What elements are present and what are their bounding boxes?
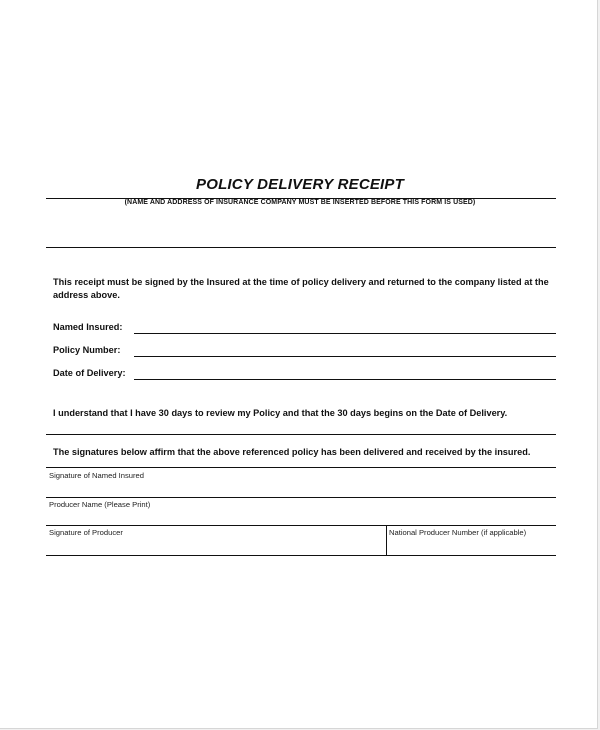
- producer-name-rule: [46, 497, 556, 498]
- named-insured-label: Named Insured:: [53, 322, 123, 332]
- insurer-note: (NAME AND ADDRESS OF INSURANCE COMPANY MUST BE INSERTED BEFORE THIS FORM IS USED): [124, 199, 476, 206]
- date-of-delivery-label: Date of Delivery:: [53, 368, 126, 378]
- form-title: POLICY DELIVERY RECEIPT: [196, 176, 404, 193]
- address-block-rule: [46, 247, 556, 248]
- national-producer-number-label: National Producer Number (if applicable): [389, 528, 527, 537]
- review-statement: I understand that I have 30 days to review my Policy and that the 30 days begins on the Date of Delivery.: [53, 408, 508, 418]
- policy-number-label: Policy Number:: [53, 345, 121, 355]
- named-insured-line[interactable]: [134, 333, 556, 334]
- signature-top-rule: [46, 467, 556, 468]
- date-of-delivery-line[interactable]: [134, 379, 556, 380]
- affirmation-rule: [46, 434, 556, 435]
- signature-bottom-rule: [46, 555, 556, 556]
- producer-name-label: Producer Name (Please Print): [49, 500, 151, 509]
- signature-producer-label: Signature of Producer: [49, 528, 123, 537]
- intro-paragraph: This receipt must be signed by the Insured at the time of policy delivery and returned to the company listed at the address above.: [53, 277, 549, 300]
- cell-divider: [386, 525, 387, 555]
- policy-number-line[interactable]: [134, 356, 556, 357]
- signature-named-insured-label: Signature of Named Insured: [49, 471, 144, 480]
- affirmation-text: The signatures below affirm that the above referenced policy has been delivered and received by the insured.: [53, 447, 531, 457]
- producer-signature-rule: [46, 525, 556, 526]
